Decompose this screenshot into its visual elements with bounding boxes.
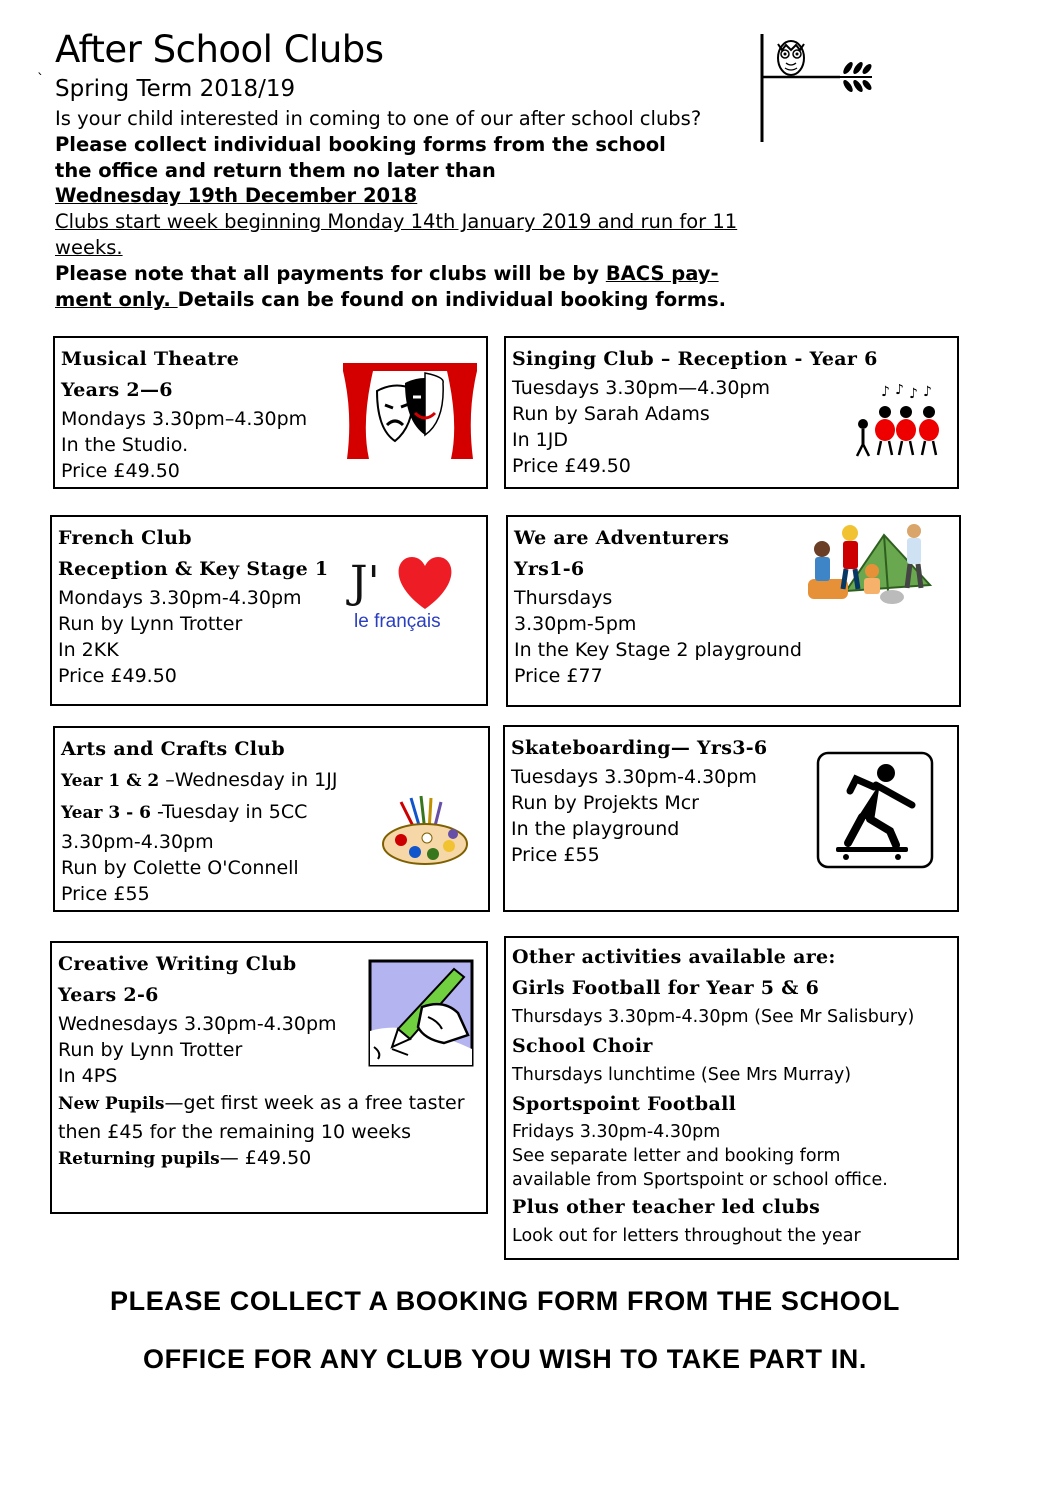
- payment-line-1: [55, 261, 745, 287]
- club-detail: Price £55: [61, 883, 150, 905]
- club-detail: Price £55: [511, 844, 600, 866]
- club-years: Reception & Key Stage 1: [58, 558, 329, 580]
- french-logo: [348, 553, 463, 639]
- club-detail: Price £49.50: [58, 665, 177, 687]
- french-logo-j: J': [350, 557, 380, 608]
- club-detail: In the Studio.: [61, 434, 189, 456]
- arts-year-1-2: [61, 765, 337, 797]
- page-subtitle: Spring Term 2018/19: [55, 76, 296, 102]
- french-logo-word: le français: [354, 611, 441, 632]
- arts-year-1-2-text: –Wednesday in 1JJ: [159, 769, 338, 791]
- new-pupils-label: New Pupils: [58, 1094, 165, 1114]
- club-detail: In the Key Stage 2 playground: [514, 639, 802, 661]
- girls-football-title: Girls Football for Year 5 & 6: [512, 977, 820, 999]
- footer-line-1: PLEASE COLLECT A BOOKING FORM FROM THE SCHOOL: [110, 1286, 900, 1316]
- club-detail: 3.30pm-5pm: [514, 613, 637, 635]
- club-name: Singing Club – Reception - Year 6: [512, 348, 878, 370]
- club-name: Arts and Crafts Club: [61, 738, 286, 760]
- payment-details: Details can be found on individual booking forms.: [177, 287, 727, 311]
- club-years: Years 2—6: [61, 379, 173, 401]
- club-detail: Tuesdays 3.30pm-4.30pm: [511, 766, 757, 788]
- other-heading: Other activities available are:: [512, 946, 836, 968]
- club-card-arts: [53, 726, 490, 912]
- new-pupils-note: [58, 1089, 465, 1118]
- club-detail: Mondays 3.30pm–4.30pm: [61, 408, 308, 430]
- sportspoint-title: Sportspoint Football: [512, 1093, 737, 1115]
- club-detail: Run by Lynn Trotter: [58, 1039, 243, 1061]
- camping-kids-icon: [806, 521, 938, 607]
- page-title: After School Clubs: [55, 28, 384, 71]
- club-years: Yrs1-6: [514, 558, 585, 580]
- svg-text:♪: ♪: [923, 384, 932, 400]
- plus-clubs-title: Plus other teacher led clubs: [512, 1196, 821, 1218]
- club-name: Musical Theatre: [61, 348, 240, 370]
- svg-text:♪: ♪: [895, 384, 904, 398]
- svg-text:♪: ♪: [881, 384, 890, 400]
- club-card-french: [50, 515, 488, 706]
- payment-text: Please note that all payments for clubs will be by: [55, 261, 606, 285]
- singing-children-icon: [851, 384, 946, 462]
- club-card-singing: [504, 336, 959, 489]
- club-years: Years 2-6: [58, 984, 159, 1006]
- payment-bacs: BACS pay-: [605, 261, 719, 285]
- owl-on-branch-icon: [756, 32, 876, 144]
- heart-icon: [394, 555, 456, 611]
- start-line-1: Clubs start week beginning Monday 14th January 2019 and run for 11: [55, 210, 738, 234]
- new-pupils-text: —get first week as a free taster: [164, 1092, 465, 1114]
- arts-year-3-6-text: -Tuesday in 5CC: [150, 801, 308, 823]
- girls-football-text: Thursdays 3.30pm-4.30pm (See Mr Salisbury): [512, 1007, 915, 1027]
- club-name: French Club: [58, 527, 192, 549]
- club-detail: Wednesdays 3.30pm-4.30pm: [58, 1013, 337, 1035]
- club-detail: In 4PS: [58, 1065, 118, 1087]
- club-detail: Price £49.50: [512, 455, 631, 477]
- returning-pupils-note: [58, 1146, 465, 1171]
- club-card-skateboarding: [503, 725, 959, 912]
- club-detail: Price £49.50: [61, 460, 180, 482]
- club-card-creative-writing: [50, 941, 488, 1214]
- club-detail: 3.30pm-4.30pm: [61, 831, 214, 853]
- collect-line-1: Please collect individual booking forms from the school: [55, 132, 666, 156]
- club-name: Creative Writing Club: [58, 953, 297, 975]
- arts-year-1-2-label: Year 1 & 2: [61, 771, 160, 791]
- club-detail: Run by Sarah Adams: [512, 403, 710, 425]
- returning-pupils-label: Returning pupils: [58, 1149, 220, 1169]
- club-detail: Run by Projekts Mcr: [511, 792, 699, 814]
- sportspoint-text: Fridays 3.30pm-4.30pm: [512, 1122, 721, 1142]
- paint-palette-icon: [381, 794, 469, 866]
- returning-pupils-text: — £49.50: [219, 1147, 312, 1169]
- arts-year-3-6-label: Year 3 - 6: [61, 803, 151, 823]
- club-detail: Run by Colette O'Connell: [61, 857, 299, 879]
- sportspoint-text: See separate letter and booking form: [512, 1146, 841, 1166]
- footer-line-2: OFFICE FOR ANY CLUB YOU WISH TO TAKE PART IN.: [142, 1344, 868, 1374]
- club-detail: Tuesdays 3.30pm—4.30pm: [512, 377, 770, 399]
- club-detail: Mondays 3.30pm-4.30pm: [58, 587, 302, 609]
- club-detail: Run by Lynn Trotter: [58, 613, 243, 635]
- skateboarder-icon: [816, 751, 934, 869]
- sportspoint-text: available from Sportspoint or school office.: [512, 1170, 888, 1190]
- payment-bacs-2: ment only.: [55, 287, 178, 311]
- club-card-musical-theatre: [53, 336, 488, 489]
- school-choir-text: Thursdays lunchtime (See Mrs Murray): [512, 1065, 852, 1085]
- club-name: We are Adventurers: [514, 527, 730, 549]
- stray-mark: `: [37, 72, 44, 88]
- club-detail: In the playground: [511, 818, 680, 840]
- club-detail: Thursdays: [514, 587, 613, 609]
- start-line-2: weeks.: [55, 235, 123, 259]
- new-pupils-note-2: then £45 for the remaining 10 weeks: [58, 1121, 411, 1143]
- club-name: Skateboarding— Yrs3-6: [511, 737, 768, 759]
- arts-year-3-6: [61, 797, 337, 829]
- club-detail: In 1JD: [512, 429, 569, 451]
- deadline: Wednesday 19th December 2018: [55, 184, 418, 208]
- collect-line-2: the office and return them no later than: [55, 158, 496, 182]
- writing-hand-icon: [368, 959, 474, 1067]
- club-detail: In 2KK: [58, 639, 119, 661]
- club-detail: Price £77: [514, 665, 603, 687]
- school-choir-title: School Choir: [512, 1035, 653, 1057]
- plus-clubs-text: Look out for letters throughout the year: [512, 1226, 861, 1246]
- intro-text: [55, 106, 745, 312]
- svg-text:♪: ♪: [909, 386, 918, 402]
- theatre-masks-icon: [343, 363, 477, 461]
- payment-line-2: [55, 287, 745, 313]
- club-card-adventurers: [506, 515, 961, 707]
- other-activities-card: [504, 936, 959, 1260]
- intro-question: Is your child interested in coming to one of our after school clubs?: [55, 107, 702, 130]
